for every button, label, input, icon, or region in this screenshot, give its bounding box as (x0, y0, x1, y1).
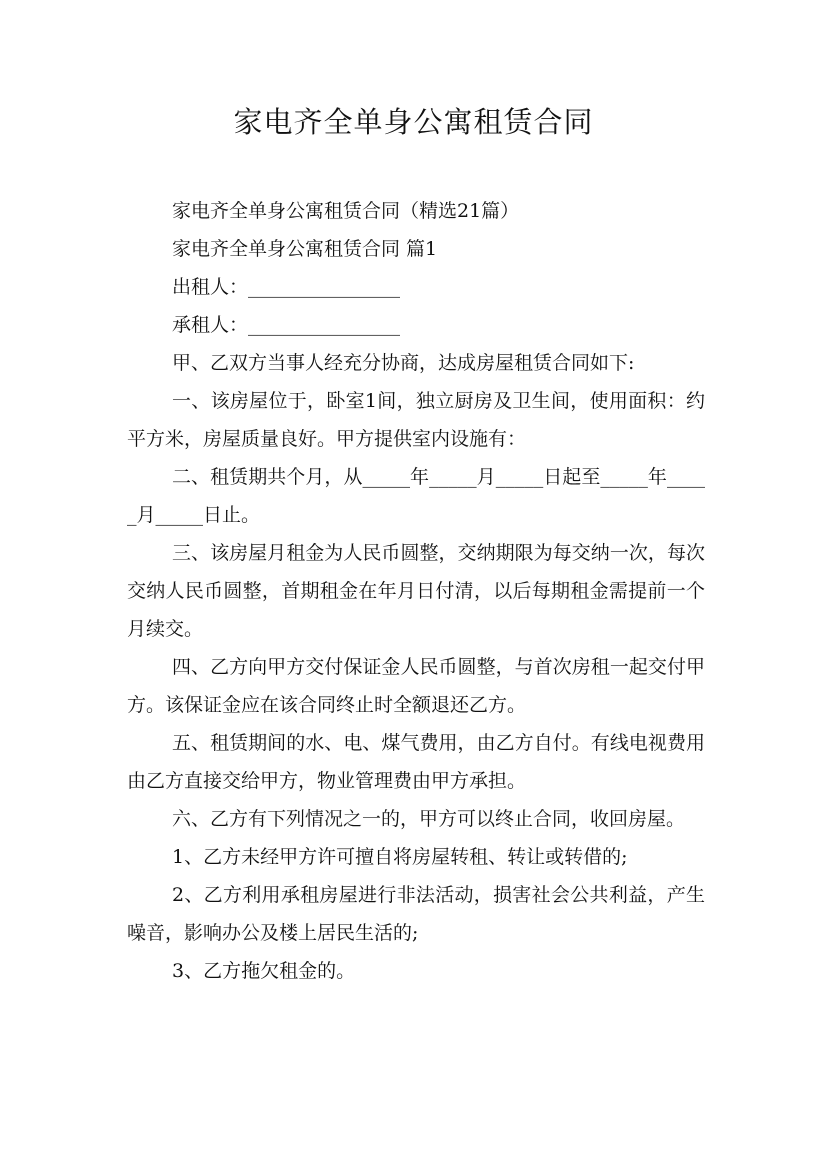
paragraph-lessor: 出租人：________________ (172, 276, 401, 298)
paragraph-clause-1: 一、该房屋位于，卧室1间，独立厨房及卫生间，使用面积：约平方米，房屋质量良好。甲方提供室内设施有： (127, 390, 705, 450)
document-body (127, 192, 705, 990)
paragraph-item-2: 2、乙方利用承租房屋进行非法活动，损害社会公共利益，产生噪音，影响办公及楼上居民生活的; (127, 884, 705, 944)
document-title: 家电齐全单身公寓租赁合同 (233, 105, 594, 139)
paragraph-item-1: 1、乙方未经甲方许可擅自将房屋转租、转让或转借的; (172, 846, 628, 868)
paragraph-intro: 甲、乙双方当事人经充分协商，达成房屋租赁合同如下: (172, 352, 635, 374)
paragraph-section-heading: 家电齐全单身公寓租赁合同 篇1 (172, 238, 438, 260)
paragraph-subtitle: 家电齐全单身公寓租赁合同（精选21篇） (172, 200, 520, 222)
paragraph-clause-4: 四、乙方向甲方交付保证金人民币圆整，与首次房租一起交付甲方。该保证金应在该合同终止时全额退还乙方。 (127, 656, 705, 716)
paragraph-lessee: 承租人：________________ (172, 314, 401, 336)
paragraph-item-3: 3、乙方拖欠租金的。 (172, 960, 356, 982)
paragraph-clause-5: 五、租赁期间的水、电、煤气费用，由乙方自付。有线电视费用由乙方直接交给甲方，物业管理费由甲方承担。 (127, 732, 705, 792)
paragraph-clause-3: 三、该房屋月租金为人民币圆整，交纳期限为每交纳一次，每次交纳人民币圆整，首期租金在年月日付清，以后每期租金需提前一个月续交。 (127, 542, 705, 640)
paragraph-clause-6: 六、乙方有下列情况之一的，甲方可以终止合同，收回房屋。 (172, 808, 686, 830)
paragraph-clause-2: 二、租赁期共个月，从_____年_____月_____日起至_____年_____月_____日止。 (127, 466, 705, 526)
